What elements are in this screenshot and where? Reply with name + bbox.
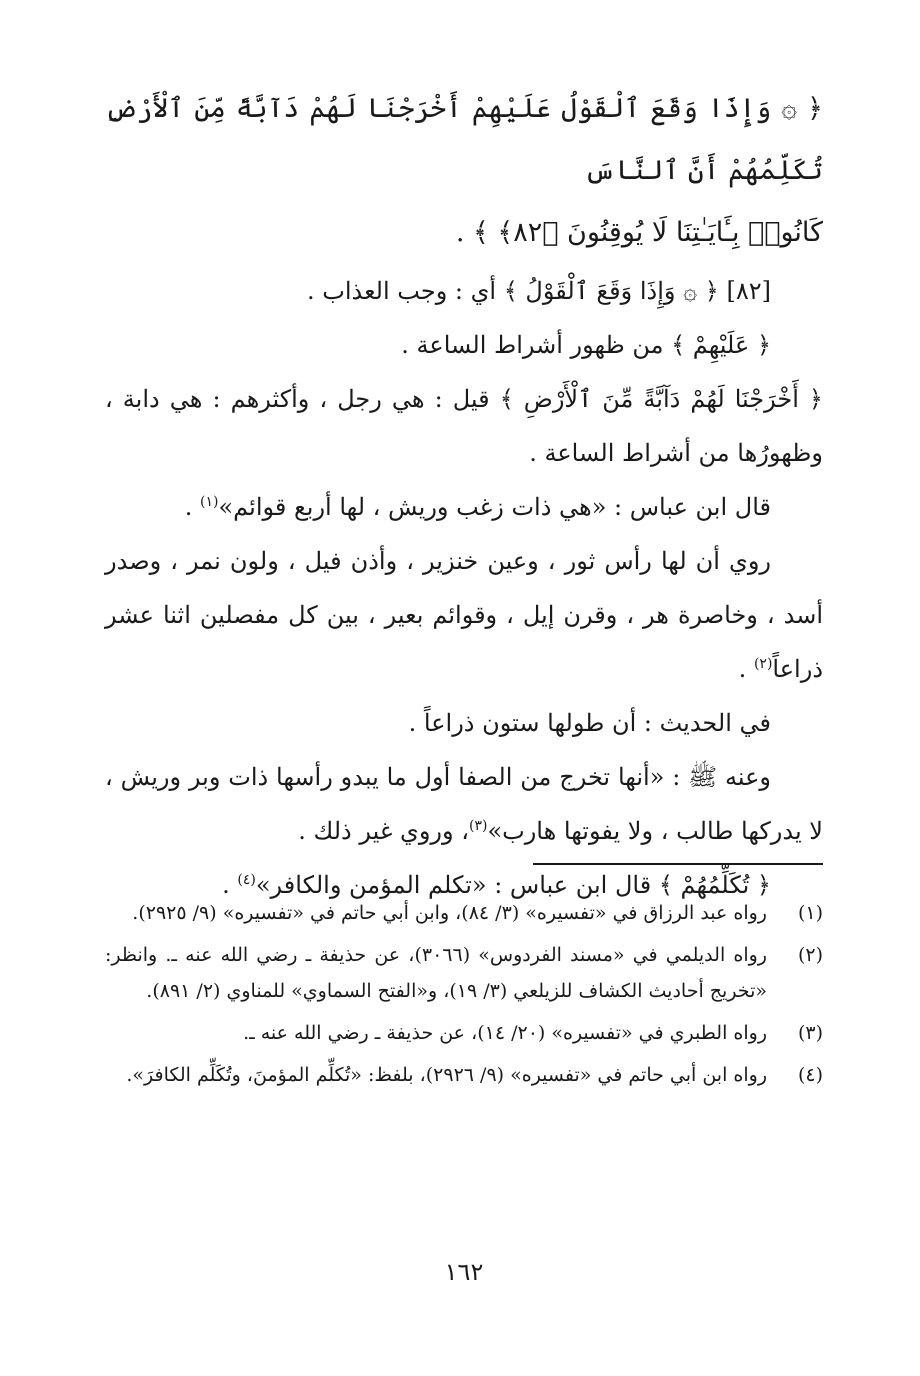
footnote-item bbox=[105, 1015, 823, 1051]
footnote-text: رواه الطبري في «تفسيره» (٢٠/ ١٤)، عن حذيفة ـ رضي الله عنه ـ. bbox=[243, 1022, 767, 1044]
footnote-number: (٣) bbox=[797, 1022, 823, 1044]
footnote-divider bbox=[533, 863, 823, 865]
commentary-paragraph: في الحديث : أن طولها ستون ذراعاً . bbox=[408, 709, 771, 737]
commentary-paragraph: ﴿ أَخْرَجْنَا لَهُمْ دَآبَّةً مِّنَ ٱلْأَرْضِ ﴾ قيل : هي رجل ، وأكثرهم : هي دابة ، وظهورُها من أشراط الساعة . bbox=[105, 385, 823, 467]
paragraph-text: روي أن لها رأس ثور ، وعين خنزير ، وأذن فيل ، ولون نمر ، وصدر أسد ، وخاصرة هر ، وقرن إيل ، وقوائم بعير ، بين كل مفصلين اثنا عشر ذراعاً bbox=[105, 547, 823, 683]
footnote-mark: (٢) bbox=[753, 656, 773, 672]
paragraph-tail: . bbox=[222, 871, 230, 899]
footnote-item bbox=[105, 895, 823, 931]
quran-verse-line-2: كَانُوا۟ بِـَٔايَـٰتِنَا لَا يُوقِنُونَ ﴿٨٢﴾ ﴾ . bbox=[455, 217, 823, 248]
footnote-mark: (٤) bbox=[237, 872, 256, 888]
paragraph-tail: ، وروي غير ذلك . bbox=[298, 817, 469, 845]
commentary-paragraph: ﴿ عَلَيْهِمْ ﴾ من ظهور أشراط الساعة . bbox=[401, 331, 771, 359]
paragraph-text: قال ابن عباس : «هي ذات زغب وريش ، لها أربع قوائم» bbox=[218, 493, 771, 521]
commentary-paragraph bbox=[105, 750, 823, 858]
footnote-number: (١) bbox=[797, 902, 823, 924]
paragraph-text: ﴿ تُكَلِّمُهُمْ ﴾ قال ابن عباس : «تكلم المؤمن والكافر» bbox=[255, 871, 771, 899]
paragraph-text: وعنه ﷺ : «أنها تخرج من الصفا أول ما يبدو رأسها ذات وبر وريش ، لا يدركها طالب ، ولا يفوتها هارب» bbox=[105, 763, 823, 845]
footnote-mark: (٣) bbox=[468, 818, 488, 834]
footnote-text: رواه ابن أبي حاتم في «تفسيره» (٩/ ٢٩٢٦)، بلفظ: «تُكلِّم المؤمنَ، وتُكَلِّم الكافرَ». bbox=[126, 1064, 767, 1086]
footnote-number: (٢) bbox=[797, 944, 823, 966]
footnote-item bbox=[105, 1057, 823, 1093]
footnote-text: رواه عبد الرزاق في «تفسيره» (٣/ ٨٤)، وابن أبي حاتم في «تفسيره» (٩/ ٢٩٢٥). bbox=[132, 902, 767, 924]
footnotes bbox=[105, 895, 823, 1099]
page-number: ١٦٢ bbox=[444, 1258, 484, 1286]
book-page bbox=[105, 78, 823, 1318]
footnote-text: رواه الديلمي في «مسند الفردوس» (٣٠٦٦)، عن حذيفة ـ رضي الله عنه ـ. وانظر: «تخريج أحاديث الكشاف للزيلعي (٣/ ١٩)، و«الفتح السماوي» للمناوي (٢/ ٨٩١). bbox=[105, 944, 767, 1002]
commentary-paragraph bbox=[105, 480, 823, 534]
paragraph-tail: . bbox=[184, 493, 193, 521]
footnote-number: (٤) bbox=[797, 1064, 823, 1086]
footnote-item bbox=[105, 937, 823, 1009]
quran-verse-line-1: ﴿ ۞ وَإِذَا وَقَعَ ٱلْقَوْلُ عَلَيْهِمْ أَخْرَجْنَا لَهُمْ دَآبَّةً مِّنَ ٱلْأَرْضِ تُكَلِّمُهُمْ أَنَّ ٱلنَّاسَ bbox=[105, 93, 823, 186]
paragraph-tail: . bbox=[738, 655, 747, 683]
commentary-paragraph: [٨٢] ﴿ ۞ وَإِذَا وَقَعَ ٱلْقَوْلُ ﴾ أي : وجب العذاب . bbox=[306, 277, 771, 305]
commentary-paragraph bbox=[105, 534, 823, 696]
footnote-mark: (١) bbox=[200, 494, 219, 510]
